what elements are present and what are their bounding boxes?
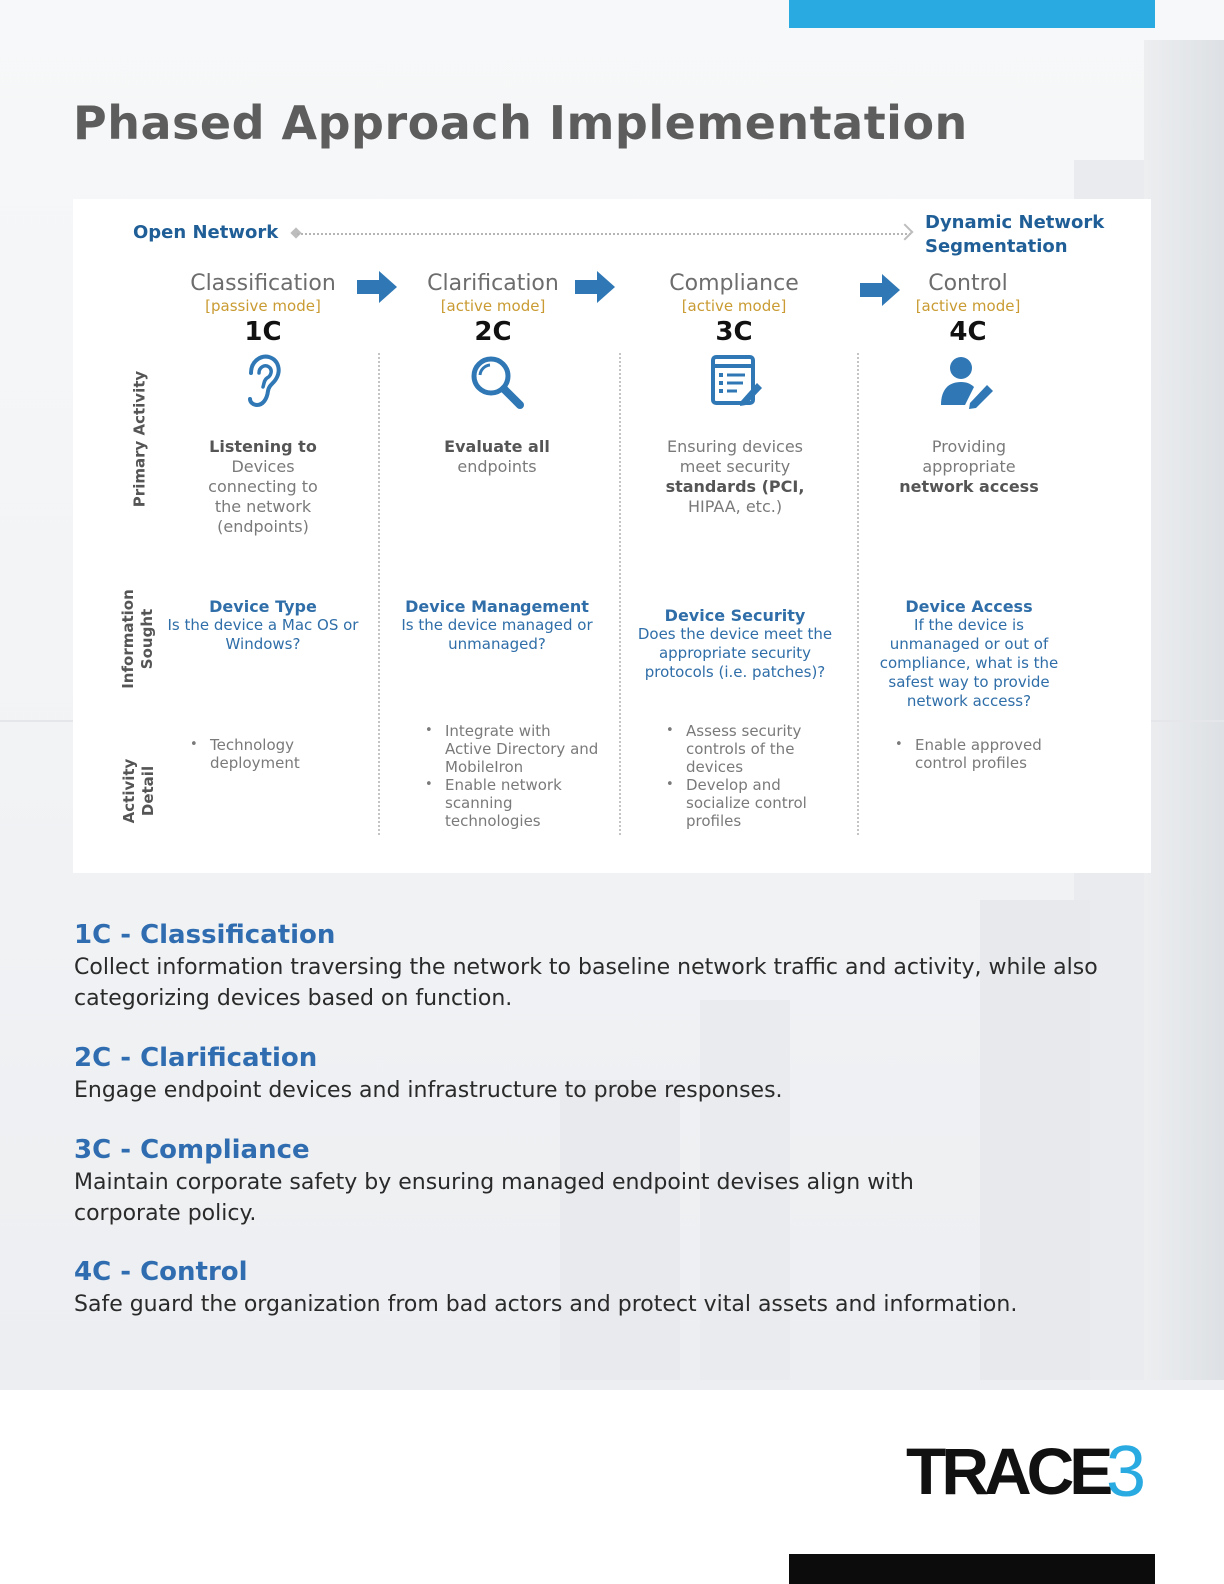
detail-item: • Assess security controls of the devices	[666, 722, 836, 776]
phase-mode: [active mode]	[915, 297, 1021, 315]
background-building	[560, 1080, 680, 1380]
phase-header-classification	[153, 271, 373, 347]
phase-mode: [passive mode]	[205, 297, 321, 315]
timeline-arrow-icon	[897, 224, 914, 241]
info-sought-compliance	[635, 606, 835, 682]
activity-detail-classification	[190, 736, 350, 772]
primary-line: Ensuring devices	[666, 437, 804, 456]
info-title: Device Security	[664, 606, 806, 625]
user-edit-icon	[937, 351, 997, 411]
ear-icon	[233, 351, 293, 411]
phase-name: Compliance	[669, 271, 799, 296]
detail-item: • Enable approved control profiles	[895, 736, 1055, 772]
info-text: If the device is unmanaged or out of compliance, what is the safest way to provide network access?	[879, 616, 1059, 710]
phase-name: Clarification	[427, 271, 559, 296]
page-title: Phased Approach Implementation	[73, 96, 968, 150]
open-network-label: Open Network	[133, 222, 279, 243]
primary-line: HIPAA, etc.)	[687, 497, 783, 516]
column-divider	[619, 353, 621, 835]
primary-line: Devices	[231, 457, 295, 476]
section-title: 4C - Control	[74, 1257, 248, 1287]
section-title: 3C - Compliance	[74, 1135, 310, 1165]
primary-line: meet security	[679, 457, 791, 476]
section-compliance	[74, 1135, 934, 1229]
info-title: Device Access	[905, 597, 1033, 616]
row-label-line: Sought	[138, 608, 156, 670]
section-body: Collect information traversing the network to baseline network traffic and activity, while also categorizing devices based on function.	[74, 955, 1098, 1011]
row-label-information-sought	[119, 589, 157, 689]
section-title: 2C - Clarification	[74, 1043, 318, 1073]
column-divider	[378, 353, 380, 835]
phase-code: 4C	[949, 317, 987, 347]
info-title: Device Type	[209, 597, 317, 616]
logo-digit: 3	[1106, 1434, 1147, 1504]
dynamic-network-line1: Dynamic Network	[925, 212, 1105, 233]
detail-item: • Enable network scanning technologies	[425, 776, 600, 830]
info-sought-clarification	[397, 597, 597, 654]
dynamic-network-label	[925, 211, 1135, 259]
phase-name: Classification	[190, 271, 336, 296]
arrow-right-icon	[575, 271, 615, 303]
background-building	[1144, 40, 1224, 1380]
activity-detail-clarification	[425, 722, 600, 830]
arrow-right-icon	[860, 274, 900, 306]
detail-item: • Integrate with Active Directory and MobileIron	[425, 722, 600, 776]
info-title: Device Management	[405, 597, 589, 616]
phase-mode: [active mode]	[681, 297, 787, 315]
row-label-primary-activity: Primary Activity	[130, 370, 149, 508]
primary-line: the network	[214, 497, 312, 516]
row-label-line: Detail	[139, 765, 157, 817]
dynamic-network-line2: Segmentation	[925, 236, 1068, 257]
section-clarification	[74, 1043, 1134, 1106]
section-body: Maintain corporate safety by ensuring managed endpoint devises align with corporate policy.	[74, 1170, 914, 1226]
primary-line: appropriate	[922, 457, 1016, 476]
primary-line: Providing	[931, 437, 1007, 456]
primary-line: endpoints	[457, 457, 537, 476]
phase-name: Control	[928, 271, 1008, 296]
primary-line-bold: Listening to	[209, 437, 317, 456]
activity-detail-compliance	[666, 722, 836, 830]
timeline-line	[297, 233, 911, 235]
top-accent-bar	[789, 0, 1155, 28]
row-label-line: Activity	[120, 758, 138, 824]
detail-item: • Develop and socialize control profiles	[666, 776, 836, 830]
section-classification	[74, 920, 1134, 1014]
trace3-logo	[906, 1434, 1151, 1504]
phase-mode: [active mode]	[440, 297, 546, 315]
info-text: Does the device meet the appropriate security protocols (i.e. patches)?	[637, 625, 833, 681]
row-label-activity-detail	[120, 759, 158, 824]
primary-line-bold: Evaluate all	[444, 437, 550, 456]
detail-item: • Technology deployment	[190, 736, 350, 772]
activity-detail-control	[895, 736, 1055, 772]
section-title: 1C - Classification	[74, 920, 336, 950]
section-body: Engage endpoint devices and infrastructure to probe responses.	[74, 1078, 783, 1103]
column-divider	[857, 353, 859, 835]
row-label-line: Information	[119, 589, 137, 689]
checklist-icon	[705, 351, 765, 411]
phase-code: 2C	[474, 317, 512, 347]
magnifier-icon	[466, 351, 526, 411]
phase-code: 1C	[244, 317, 282, 347]
info-text: Is the device a Mac OS or Windows?	[167, 616, 359, 653]
logo-text: TRACE	[906, 1434, 1109, 1504]
bottom-accent-bar	[789, 1554, 1155, 1584]
phase-header-compliance	[624, 271, 844, 347]
info-text: Is the device managed or unmanaged?	[401, 616, 593, 653]
primary-activity-compliance	[645, 437, 825, 517]
primary-line: (endpoints)	[217, 517, 309, 536]
phase-header-clarification	[383, 271, 603, 347]
primary-activity-classification	[173, 437, 353, 537]
phased-approach-diagram	[73, 199, 1151, 873]
primary-line-bold: standards (PCI,	[665, 477, 805, 496]
primary-line-bold: network access	[899, 477, 1039, 496]
primary-line: connecting to	[208, 477, 318, 496]
arrow-right-icon	[357, 271, 397, 303]
info-sought-control	[869, 597, 1069, 711]
primary-activity-control	[879, 437, 1059, 497]
section-body: Safe guard the organization from bad actors and protect vital assets and information.	[74, 1292, 1018, 1317]
info-sought-classification	[163, 597, 363, 654]
phase-code: 3C	[715, 317, 753, 347]
primary-activity-clarification	[407, 437, 587, 477]
section-control	[74, 1257, 1134, 1320]
